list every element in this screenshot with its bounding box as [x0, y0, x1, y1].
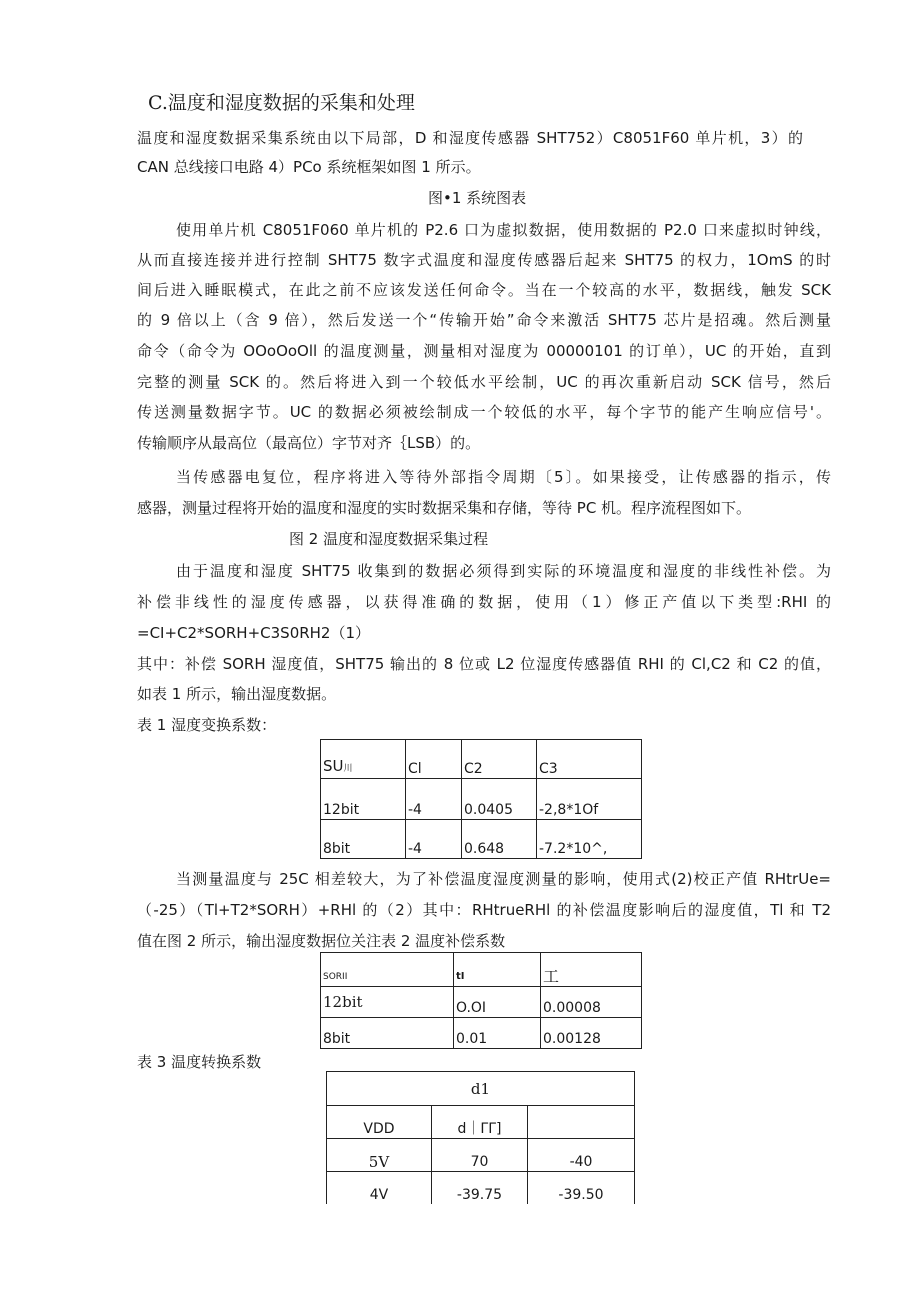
para1-line-4: 的 9 倍以上（含 9 倍），然后发送一个“传输开始”命令来激活 SHT75 芯片是招魂。然后测量	[137, 311, 831, 329]
para5-line-2: （-25）（Tl+T2*SORH）+RHl 的（2）其中：RHtrueRHl 的补偿温度影响后的湿度值，Tl 和 T2	[137, 901, 831, 919]
table-cell: -4	[406, 779, 462, 820]
table-cell: -39.75	[432, 1172, 528, 1204]
para3-line-1: 由于温度和湿度 SHT75 收集到的数据必须得到实际的环境温度和湿度的非线性补偿。为	[176, 562, 831, 580]
table-cell: 0.648	[462, 820, 537, 859]
table-cell: 0.0405	[462, 779, 537, 820]
table3-title-cell: d1	[327, 1072, 635, 1106]
table-row	[327, 1139, 635, 1172]
para2-line-2: 感器，测量过程将开始的温度和湿度的实时数据采集和存储，等待 PC 机。程序流程图如下。	[137, 499, 752, 517]
para1-line-7: 传送测量数据字节。UC 的数据必须被绘制成一个较低的水平，每个字节的能产生响应信号'。	[137, 403, 831, 421]
table-cell: 0.00128	[541, 1018, 642, 1049]
table-cell: -2,8*1Of	[537, 779, 642, 820]
table-cell: -40	[528, 1139, 635, 1172]
para3-line-3: =CI+C2*SORH+C3S0RH2（1）	[137, 624, 371, 642]
table3-header-row	[327, 1106, 635, 1139]
para1-line-2: 从而直接连接并进行控制 SHT75 数字式温度和湿度传感器后起来 SHT75 的权力，1OmS 的时	[137, 251, 831, 269]
figure1-caption: 图•1 系统图表	[428, 189, 527, 207]
table-cell: 70	[432, 1139, 528, 1172]
table2-header-row	[321, 953, 642, 987]
para5-line-3: 值在图 2 所示，输出湿度数据位关注表 2 温度补偿系数	[137, 932, 506, 950]
table1-header-cell: C2	[462, 740, 537, 779]
table-cell: 12bit	[321, 987, 454, 1018]
para5-line-1: 当测量温度与 25C 相差较大，为了补偿温度湿度测量的影响，使用式(2)校正产值 RHtrUe=	[176, 870, 831, 888]
table-cell: 12bit	[321, 779, 406, 820]
table-row	[321, 779, 642, 820]
temperature-compensation-table	[320, 952, 642, 1049]
table2-header-cell: SORII	[321, 953, 454, 987]
table-cell: -7.2*10^,	[537, 820, 642, 859]
table1-header-cell: Cl	[406, 740, 462, 779]
table-row	[327, 1172, 635, 1204]
table-cell: 8bit	[321, 820, 406, 859]
table-cell: O.OI	[454, 987, 541, 1018]
section-heading: C.温度和湿度数据的采集和处理	[148, 92, 415, 114]
intro-line-2: CAN 总线接口电路 4）PCo 系统框架如图 1 所示。	[137, 158, 481, 176]
table3-header-cell: d｜ΓΓ]	[432, 1106, 528, 1139]
table-cell: 4V	[327, 1172, 432, 1204]
table2-header-cell: 工	[541, 953, 642, 987]
temperature-conversion-table	[326, 1071, 635, 1204]
table1-header-cell: C3	[537, 740, 642, 779]
para4-line-1: 其中：补偿 SORH 湿度值，SHT75 输出的 8 位或 L2 位湿度传感器值 RHI 的 Cl,C2 和 C2 的值，	[137, 655, 831, 673]
para1-line-6: 完整的测量 SCK 的。然后将进入到一个较低水平绘制，UC 的再次重新启动 SCK 信号，然后	[137, 373, 831, 391]
table1-caption: 表 1 湿度变换系数：	[137, 716, 277, 734]
table-cell: 8bit	[321, 1018, 454, 1049]
table3-header-cell	[528, 1106, 635, 1139]
table-row	[321, 820, 642, 859]
table1-header-row	[321, 740, 642, 779]
intro-line-1: 温度和湿度数据采集系统由以下局部，D 和湿度传感器 SHT752）C8051F60 单片机，3）的	[137, 129, 803, 147]
table-cell: 5V	[327, 1139, 432, 1172]
table1-header-cell: SU川	[321, 740, 406, 779]
table3-caption: 表 3 温度转换系数	[137, 1053, 262, 1071]
para1-line-3: 间后进入睡眠模式，在此之前不应该发送任何命令。当在一个较高的水平，数据线，触发 SCK	[137, 281, 831, 299]
humidity-conversion-table	[320, 739, 642, 859]
table-cell: 0.00008	[541, 987, 642, 1018]
table-row	[321, 987, 642, 1018]
table-cell: 0.01	[454, 1018, 541, 1049]
table-cell: -4	[406, 820, 462, 859]
figure2-caption: 图 2 温度和湿度数据采集过程	[289, 530, 489, 548]
para3-line-2: 补偿非线性的湿度传感器，以获得准确的数据，使用（1）修正产值以下类型:RHI 的	[137, 593, 831, 611]
para1-line-8: 传输顺序从最高位（最高位）字节对齐｛LSB）的。	[137, 434, 481, 452]
para1-line-1: 使用单片机 C8051F060 单片机的 P2.6 口为虚拟数据，使用数据的 P2.0 口来虚拟时钟线，	[176, 221, 831, 239]
para1-line-5: 命令（命令为 OOoOoOll 的温度测量，测量相对湿度为 00000101 的订单），UC 的开始，直到	[137, 342, 831, 360]
para2-line-1: 当传感器电复位，程序将进入等待外部指令周期〔5〕。如果接受，让传感器的指示，传	[176, 468, 831, 486]
table-row	[321, 1018, 642, 1049]
para4-line-2: 如表 1 所示，输出湿度数据。	[137, 685, 337, 703]
table-cell: -39.50	[528, 1172, 635, 1204]
table2-header-cell: tI	[454, 953, 541, 987]
table3-title-row	[327, 1072, 635, 1106]
table3-header-cell: VDD	[327, 1106, 432, 1139]
